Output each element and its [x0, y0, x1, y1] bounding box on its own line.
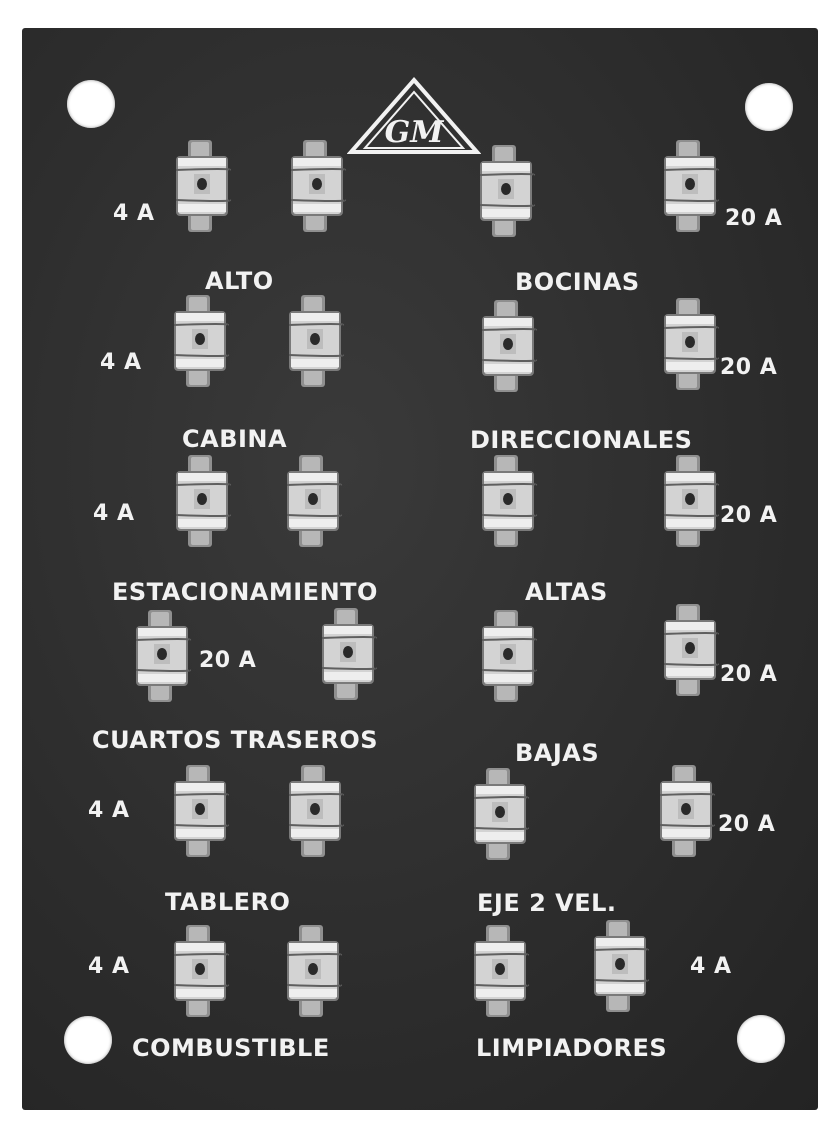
rating-row6-right: 4 A: [690, 954, 732, 979]
logo-text: GM: [384, 115, 444, 150]
fuse-clip: [476, 145, 540, 237]
fuse-clip: [172, 140, 236, 232]
rating-row4-right: 20 A: [720, 662, 778, 687]
fuse-clip: [660, 455, 724, 547]
label-estacionamiento: ESTACIONAMIENTO: [112, 578, 378, 606]
rating-row2-right: 20 A: [720, 355, 778, 380]
fuse-clip: [656, 765, 720, 857]
fuse-clip: [660, 140, 724, 232]
fuse-clip: [283, 455, 347, 547]
fuse-clip: [172, 455, 236, 547]
rating-row1-right: 20 A: [725, 206, 783, 231]
rating-row5-left: 4 A: [88, 798, 130, 823]
label-bocinas: BOCINAS: [515, 268, 640, 296]
fuse-clip: [285, 295, 349, 387]
fuse-clip: [170, 295, 234, 387]
fuse-clip: [590, 920, 654, 1012]
mounting-hole-top-right: [745, 83, 793, 131]
fuse-clip: [170, 765, 234, 857]
label-combustible: COMBUSTIBLE: [132, 1034, 330, 1062]
fuse-clip: [478, 455, 542, 547]
fuse-clip: [470, 925, 534, 1017]
mounting-hole-top-left: [67, 80, 115, 128]
fuse-clip: [283, 925, 347, 1017]
label-limpiadores: LIMPIADORES: [476, 1034, 668, 1062]
rating-row3-right: 20 A: [720, 503, 778, 528]
rating-row6-left: 4 A: [88, 954, 130, 979]
label-direccionales: DIRECCIONALES: [470, 426, 693, 454]
fuse-clip: [285, 765, 349, 857]
fuse-clip: [478, 300, 542, 392]
label-bajas: BAJAS: [515, 739, 600, 767]
fuse-clip: [660, 604, 724, 696]
fuse-clip: [132, 610, 196, 702]
mounting-hole-bottom-right: [737, 1015, 785, 1063]
fuse-clip: [660, 298, 724, 390]
label-eje-2-vel: EJE 2 VEL.: [477, 889, 617, 917]
mounting-hole-bottom-left: [64, 1016, 112, 1064]
rating-row5-right: 20 A: [718, 812, 776, 837]
label-altas: ALTAS: [525, 578, 608, 606]
fuse-clip: [478, 610, 542, 702]
fuse-clip: [170, 925, 234, 1017]
gm-logo: [347, 76, 481, 156]
fuse-clip: [318, 608, 382, 700]
fuse-clip: [470, 768, 534, 860]
rating-row4-left: 20 A: [199, 648, 257, 673]
rating-row3-left: 4 A: [93, 501, 135, 526]
label-alto: ALTO: [205, 267, 274, 295]
rating-row1-left: 4 A: [113, 201, 155, 226]
rating-row2-left: 4 A: [100, 350, 142, 375]
fuse-clip: [287, 140, 351, 232]
label-cabina: CABINA: [182, 425, 288, 453]
label-cuartos-traseros: CUARTOS TRASEROS: [92, 726, 379, 754]
label-tablero: TABLERO: [165, 888, 291, 916]
